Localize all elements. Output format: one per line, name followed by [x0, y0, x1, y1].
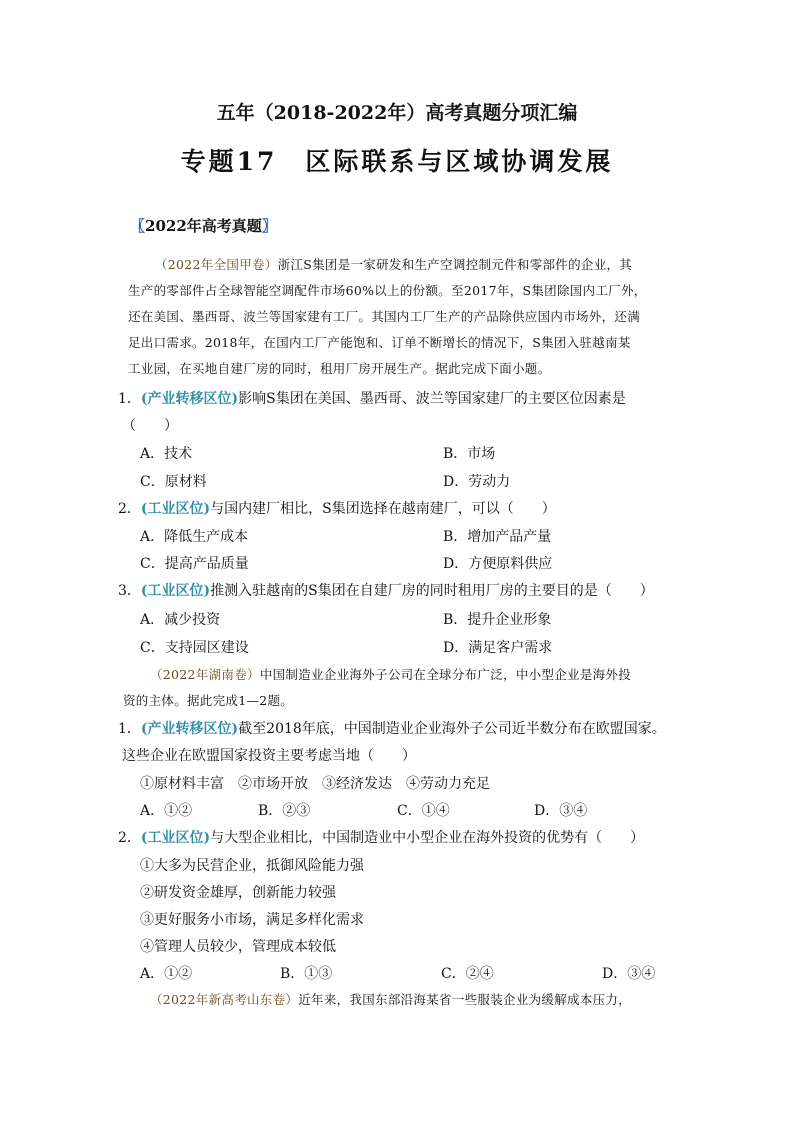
option-d: D．方便原料供应	[443, 556, 553, 572]
section-bracket-open: 〖	[130, 217, 146, 235]
question-3: 3．(工业区位)推测入驻越南的S集团在自建厂房的同时租用厂房的主要目的是（ ）	[118, 583, 654, 599]
option-a: A．①②	[140, 803, 193, 819]
passage3-source: （2022年新高考山东卷）	[150, 992, 299, 1007]
option-a: A．技术	[140, 446, 193, 462]
question-4-line-2: 这些企业在欧盟国家投资主要考虑当地（ ）	[122, 748, 416, 764]
question-tag: (工业区位)	[140, 583, 211, 599]
passage1-line-2: 生产的零部件占全球智能空调配件市场60%以上的份额。至2017年，S集团除国内工厂外，	[128, 283, 647, 298]
question-tag: (工业区位)	[140, 501, 211, 517]
question-4: 1．(产业转移区位)截至2018年底，中国制造业企业海外子公司近半数分布在欧盟国家。	[118, 721, 666, 737]
statement-3: ③更好服务小市场，满足多样化需求	[140, 912, 364, 928]
topic-title: 专题17 区际联系与区域协调发展	[180, 147, 614, 176]
question-tag: (工业区位)	[140, 830, 211, 846]
option-c: C．提高产品质量	[140, 556, 249, 572]
statement-4: ④管理人员较少，管理成本较低	[140, 939, 336, 955]
question-5: 2．(工业区位)与大型企业相比，中国制造业中小型企业在海外投资的优势有（ ）	[118, 830, 645, 846]
passage1-source: （2022年全国甲卷）	[155, 257, 278, 272]
option-d: D．③④	[602, 966, 656, 982]
option-b: B．市场	[443, 446, 496, 462]
option-a: A．降低生产成本	[140, 529, 249, 545]
option-d: D．满足客户需求	[443, 640, 553, 656]
document-title: 五年（2018-2022年）高考真题分项汇编	[216, 102, 578, 124]
option-b: B．增加产品产量	[443, 529, 552, 545]
question-2: 2．(工业区位)与国内建厂相比，S集团选择在越南建厂，可以（ ）	[118, 501, 556, 517]
statement-1: ①大多为民营企业，抵御风险能力强	[140, 858, 364, 874]
option-a: A．减少投资	[140, 612, 221, 628]
passage1-line-4: 足出口需求。2018年，在国内工厂产能饱和、订单不断增长的情况下，S集团入驻越南某	[128, 335, 631, 350]
passage1-line-5: 工业园，在买地自建厂房的同时，租用厂房开展生产。据此完成下面小题。	[128, 361, 551, 376]
passage2-line-1: （2022年湖南卷）中国制造业企业海外子公司在全球分布广泛，中小型企业是海外投	[150, 667, 632, 682]
answer-paren: （ ）	[122, 418, 178, 434]
passage1-line-1: （2022年全国甲卷）浙江S集团是一家研发和生产空调控制元件和零部件的企业，其	[155, 257, 633, 272]
option-d: D．劳动力	[443, 474, 511, 490]
statement-list: ①原材料丰富 ②市场开放 ③经济发达 ④劳动力充足	[140, 776, 490, 792]
option-c: C．①④	[397, 803, 450, 819]
statement-2: ②研发资金雄厚，创新能力较强	[140, 885, 336, 901]
option-a: A．①②	[140, 966, 193, 982]
passage1-line-3: 还在美国、墨西哥、波兰等国家建有工厂。其国内工厂生产的产品除供应国内市场外，还满	[128, 309, 641, 324]
option-c: C．②④	[441, 966, 494, 982]
option-b: B．提升企业形象	[443, 612, 552, 628]
passage2-line-2: 资的主体。据此完成1—2题。	[123, 693, 294, 708]
option-b: B．②③	[258, 803, 311, 819]
question-1: 1．(产业转移区位)影响S集团在美国、墨西哥、波兰等国家建厂的主要区位因素是	[118, 391, 626, 407]
section-title: 2022年高考真题	[145, 217, 262, 235]
section-bracket-close: 〗	[261, 217, 277, 235]
option-d: D．③④	[534, 803, 588, 819]
passage2-source: （2022年湖南卷）	[150, 667, 260, 682]
option-b: B．①③	[280, 966, 333, 982]
passage3-line-1: （2022年新高考山东卷）近年来，我国东部沿海某省一些服装企业为缓解成本压力，	[150, 992, 632, 1007]
option-c: C．支持园区建设	[140, 640, 249, 656]
question-tag: (产业转移区位)	[140, 721, 239, 737]
question-tag: (产业转移区位)	[140, 391, 239, 407]
option-c: C．原材料	[140, 474, 207, 490]
section-heading	[130, 215, 277, 236]
